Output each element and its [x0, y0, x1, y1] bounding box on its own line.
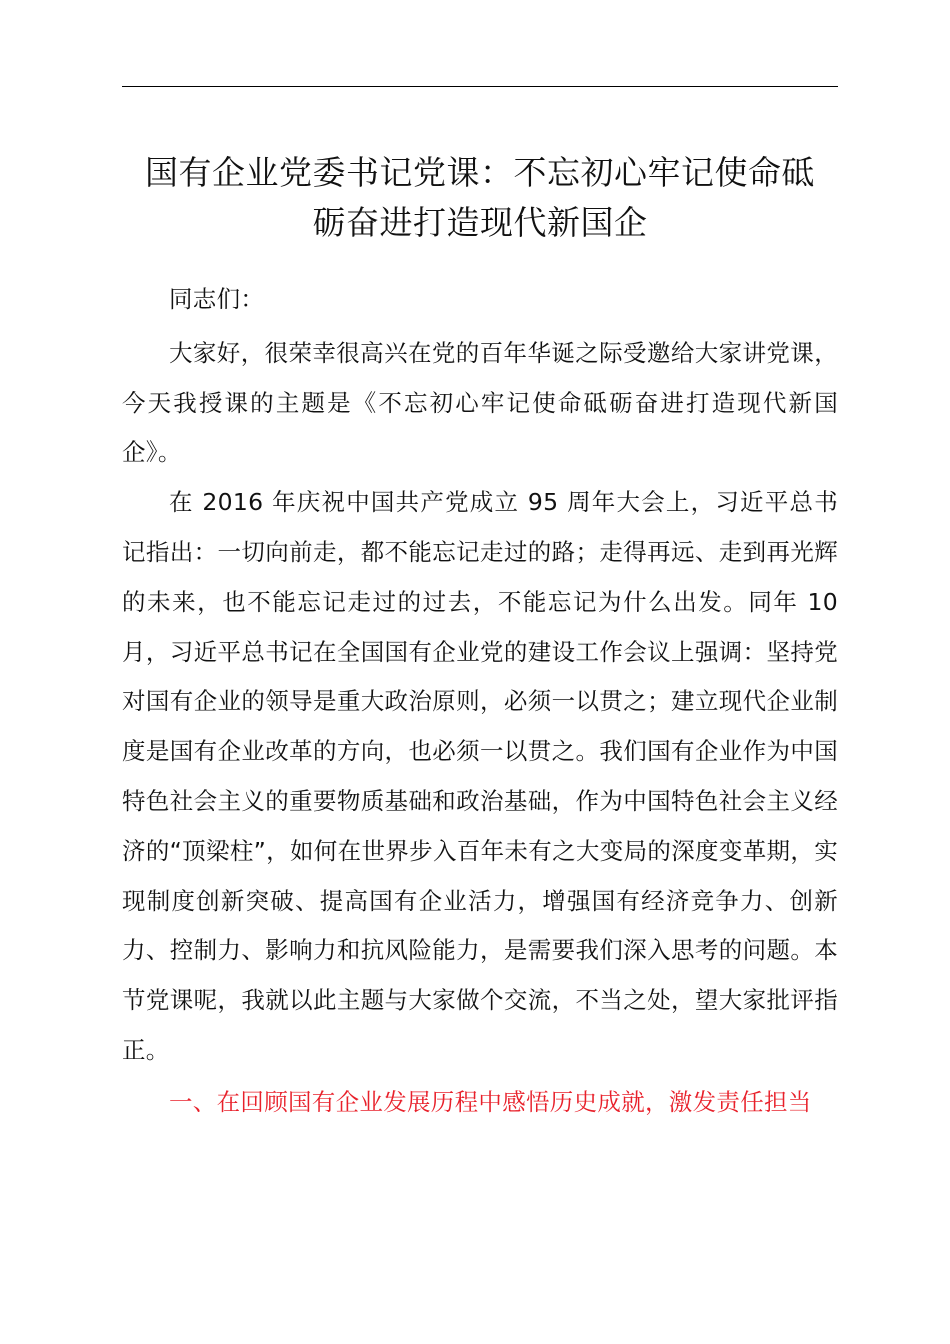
paragraph-intro: 大家好，很荣幸很高兴在党的百年华诞之际受邀给大家讲党课，今天我授课的主题是《不忘初心牢记使命砥砺奋进打造现代新国企》。 [122, 338, 838, 467]
salutation: 同志们： [169, 285, 265, 313]
paragraph-main: 在 2016 年庆祝中国共产党成立 95 周年大会上，习近平总书记指出：一切向前走，都不能忘记走过的路；走得再远、走到再光辉的未来，也不能忘记走过的过去，不能忘记为什么出发。同年 10 月，习近平总书记在全国国有企业党的建设工作会议上强调：坚持党对国有企业的领导是重大政治原则，必须一以贯之；建立现代企业制度是国有企业改革的方向，也必须一以贯之。我们国有企业作为中国特色社会主义的重要物质基础和政治基础，作为中国特色社会主义经济的“顶梁柱”，如何在世界步入百年未有之大变局的深度变革期，实现制度创新突破、提高国有企业活力，增强国有经济竞争力、创新力、控制力、影响力和抗风险能力，是需要我们深入思考的问题。本节党课呢，我就以此主题与大家做个交流，不当之处，望大家批评指正。 [122, 488, 838, 1064]
document-title [110, 148, 850, 248]
section-heading: 一、在回顾国有企业发展历程中感悟历史成就，激发责任担当 [169, 1087, 812, 1116]
title-line-2: 砺奋进打造现代新国企 [312, 203, 648, 242]
header-rule [122, 86, 838, 87]
document-body [122, 275, 838, 1128]
title-line-1: 国有企业党委书记党课：不忘初心牢记使命砥 [145, 153, 815, 192]
